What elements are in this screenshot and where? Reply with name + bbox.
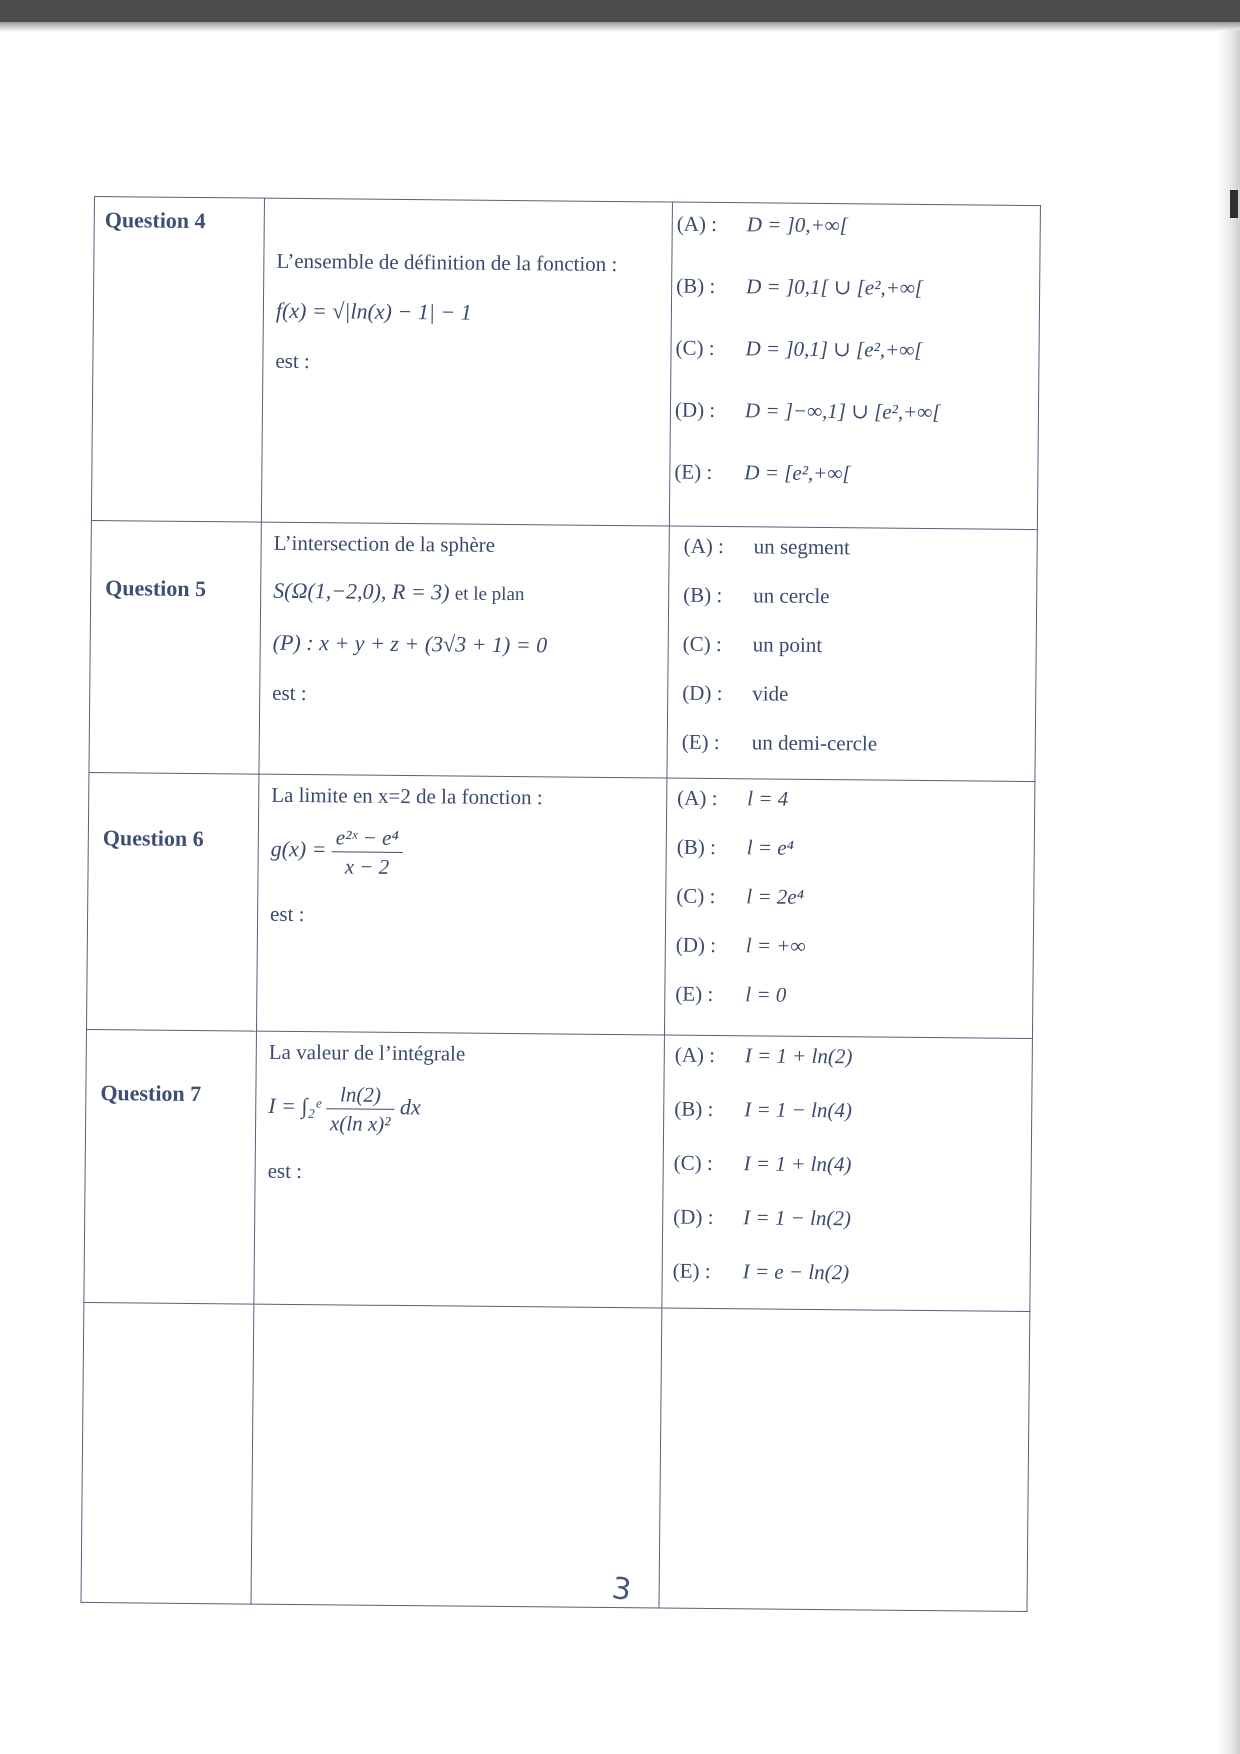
option-b: (B) : D = ]0,1[ ∪ [e²,+∞[: [676, 273, 924, 300]
question-fraction: [331, 823, 402, 881]
question-label: Question 6: [102, 825, 204, 852]
question-tail: est :: [275, 348, 310, 374]
question-formula-lhs: g(x) =: [270, 836, 327, 862]
question-formula: f(x) = √|ln(x) − 1| − 1: [275, 297, 472, 325]
question-formula-plane: (P) : x + y + z + (3√3 + 1) = 0: [272, 629, 548, 658]
question-text-cell: [259, 522, 669, 778]
option-d: (D) : vide: [682, 680, 789, 706]
question-row-5: [89, 520, 1037, 781]
option-d: (D) : l = +∞: [675, 932, 806, 958]
question-statement: La limite en x=2 de la fonction :: [271, 782, 543, 810]
question-text-cell: [256, 774, 666, 1035]
question-label: Question 7: [100, 1080, 202, 1107]
question-row-6: [86, 772, 1034, 1038]
option-a: (A) : D = ]0,+∞[: [676, 211, 848, 238]
option-e: (E) : l = 0: [675, 981, 787, 1007]
option-c: (C) : un point: [682, 631, 823, 658]
scan-top-edge: [0, 22, 1240, 32]
option-d: (D) : D = ]−∞,1] ∪ [e²,+∞[: [674, 397, 941, 425]
scan-top-border: [0, 0, 1240, 22]
question-statement: L’intersection de la sphère: [273, 530, 496, 557]
qcm-table: [80, 196, 1040, 1612]
option-c: (C) : l = 2e⁴: [676, 883, 805, 909]
question-label-cell: [84, 1029, 257, 1304]
option-a: (A) : I = 1 + ln(2): [674, 1042, 853, 1069]
option-a: (A) : l = 4: [677, 785, 789, 811]
question-formula-suffix: dx: [399, 1094, 421, 1120]
question-fraction: [326, 1080, 395, 1138]
fraction-numerator: e²ˣ − e⁴: [332, 823, 403, 853]
options-cell: [669, 202, 1040, 530]
question-tail: est :: [267, 1158, 303, 1184]
question-label: Question 4: [104, 207, 206, 234]
question-text-cell: [254, 1031, 665, 1308]
question-label: Question 5: [105, 575, 207, 602]
scan-right-shadow: [1218, 30, 1240, 1754]
question-formula: S(Ω(1,−2,0), R = 3): [273, 577, 450, 605]
question-label-cell: [86, 772, 258, 1031]
option-d: (D) : I = 1 − ln(2): [673, 1204, 851, 1231]
option-e: (E) : un demi-cercle: [681, 729, 878, 756]
empty-cell: [81, 1302, 254, 1604]
empty-cell: [251, 1304, 662, 1608]
option-b: (B) : I = 1 − ln(4): [674, 1096, 853, 1123]
option-c: (C) : D = ]0,1] ∪ [e²,+∞[: [675, 335, 923, 362]
option-e: (E) : I = e − ln(2): [672, 1258, 850, 1285]
question-row-7: [84, 1029, 1033, 1311]
question-tail: est :: [270, 901, 305, 927]
empty-cell: [659, 1308, 1030, 1612]
question-statement: La valeur de l’intégrale: [268, 1039, 466, 1066]
options-cell: [662, 1035, 1033, 1312]
question-formula-suffix: et le plan: [454, 583, 525, 606]
question-label-cell: [89, 520, 261, 774]
option-b: (B) : un cercle: [683, 582, 830, 609]
question-formula-lhs: I = ∫₂ᵉ: [268, 1093, 322, 1119]
option-c: (C) : I = 1 + ln(4): [673, 1150, 852, 1177]
option-a: (A) : un segment: [683, 533, 851, 560]
question-text-cell: [261, 198, 672, 526]
question-label-cell: [91, 197, 264, 523]
option-b: (B) : l = e⁴: [676, 834, 795, 860]
fraction-numerator: ln(2): [326, 1080, 395, 1110]
scan-right-mark: [1230, 190, 1238, 218]
option-e: (E) : D = [e²,+∞[: [674, 459, 851, 486]
fraction-denominator: x − 2: [344, 854, 390, 879]
options-cell: [667, 526, 1037, 782]
fraction-denominator: x(ln x)²: [329, 1111, 391, 1136]
question-statement: L’ensemble de définition de la fonction :: [276, 248, 618, 277]
question-tail: est :: [272, 680, 307, 706]
empty-row: [81, 1302, 1030, 1611]
page-number: 3: [609, 1570, 634, 1609]
question-row-4: [91, 197, 1040, 530]
options-cell: [664, 778, 1034, 1039]
